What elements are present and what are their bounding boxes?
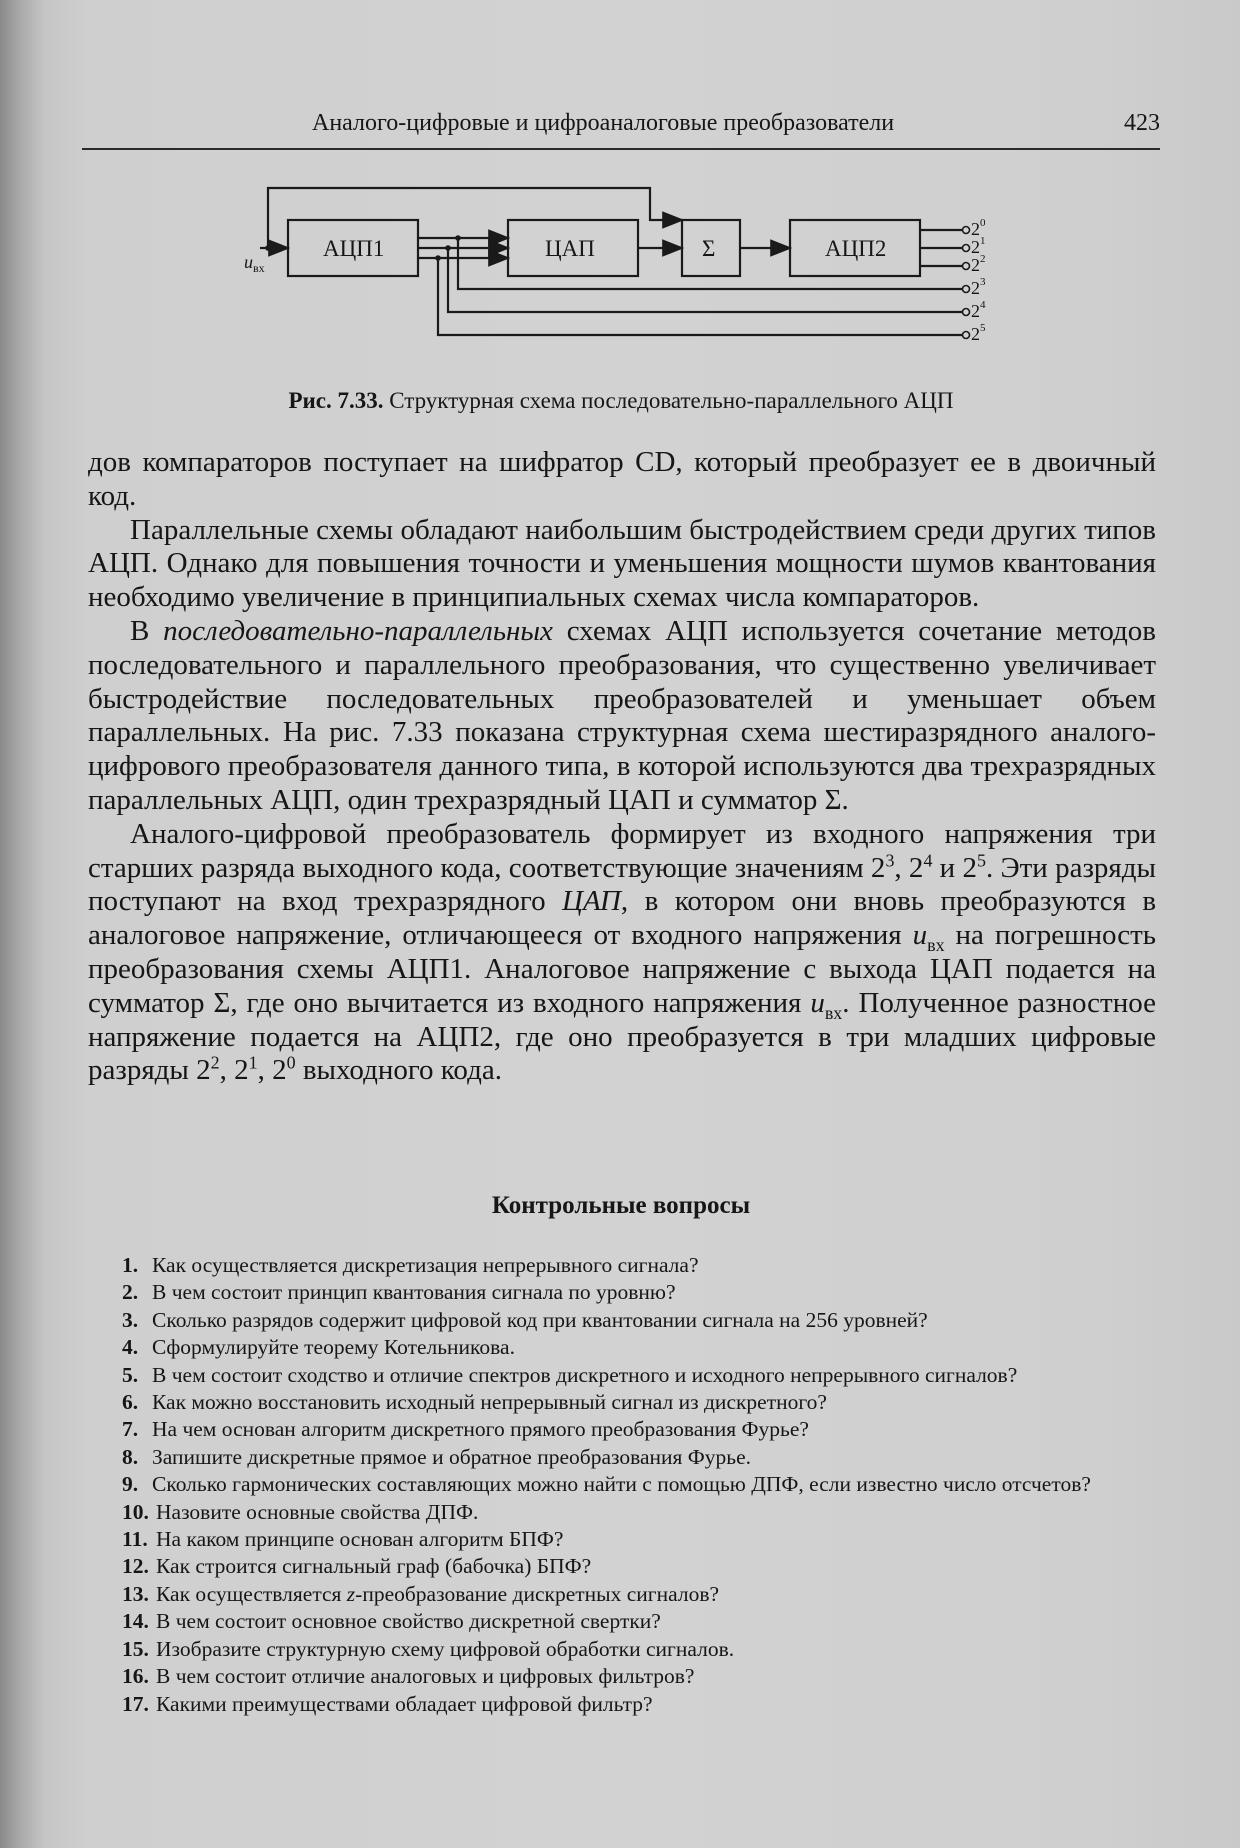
output-bit-1: $2^1$ xyxy=(971,235,986,257)
list-item: 3. Сколько разрядов содержит цифровой код при квантовании сигнала на 256 уровней? xyxy=(122,1307,928,1332)
body-text xyxy=(88,446,1156,1088)
adc2-label: АЦП2 xyxy=(825,236,887,261)
output-bit-2: $2^2$ xyxy=(971,253,986,275)
list-item: 12. Как строится сигнальный граф (бабочка) БПФ? xyxy=(122,1554,592,1579)
list-item: 4. Сформулируйте теорему Котельникова. xyxy=(122,1335,515,1360)
paragraph-2: Параллельные схемы обладают наибольшим быстродействием среди других типов АЦП. Однако для повышения точности и уменьшения мощности шумов квантования необходимо увеличение в принципиальных схемах числа компараторов. xyxy=(88,513,1156,614)
list-item: 10. Назовите основные свойства ДПФ. xyxy=(122,1499,479,1524)
list-item: 13. Как осуществляется z-преобразование дискретных сигналов? xyxy=(122,1581,720,1606)
list-item: 17. Какими преимуществами обладает цифровой фильтр? xyxy=(122,1691,653,1716)
list-item: 14. В чем состоит основное свойство дискретной свертки? xyxy=(122,1609,661,1634)
questions-heading: Контрольные вопросы xyxy=(491,1192,751,1219)
output-bit-3: $2^3$ xyxy=(971,276,986,298)
block-diagram xyxy=(230,178,1010,358)
output-bit-4: $2^4$ xyxy=(971,299,986,321)
caption-text: Структурная схема последовательно-параллельного АЦП xyxy=(383,388,954,413)
figure-caption xyxy=(82,388,1160,414)
list-item: 7. На чем основан алгоритм дискретного прямого преобразования Фурье? xyxy=(122,1417,809,1442)
paragraph-1: дов компараторов поступает на шифратор CD, который преобразует ее в двоичный код. xyxy=(88,446,1156,512)
list-item: 5. В чем состоит сходство и отличие спектров дискретного и исходного непрерывного сигналов? xyxy=(122,1362,1018,1387)
running-header xyxy=(82,108,1160,150)
paragraph-3: В последовательно-параллельных схемах АЦП используется сочетание методов последовательного и параллельного преобразования, что существенно увеличивает быстродействие последовательных преобразователей и уменьшает объем параллельных. На рис. 7.33 показана структурная схема шестиразрядного аналого-цифрового преобразователя данного типа, в которой используются два трехразрядных параллельных АЦП, один трехразрядный ЦАП и сумматор Σ. xyxy=(88,614,1156,816)
figure-7-33 xyxy=(230,178,1010,358)
questions-list xyxy=(122,1252,1156,1718)
list-item: 9. Сколько гармонических составляющих можно найти с помощью ДПФ, если известно число отсчетов? xyxy=(122,1472,1091,1497)
dac-label: ЦАП xyxy=(545,236,595,261)
sigma-label: Σ xyxy=(702,236,716,261)
list-item: 2. В чем состоит принцип квантования сигнала по уровню? xyxy=(122,1280,676,1305)
page-number: 423 xyxy=(1124,110,1160,136)
caption-number: Рис. 7.33. xyxy=(288,388,384,413)
list-item: 11. На каком принципе основан алгоритм БПФ? xyxy=(122,1527,564,1552)
list-item: 1. Как осуществляется дискретизация непрерывного сигнала? xyxy=(122,1253,699,1277)
output-bit-0: $2^0$ xyxy=(971,217,986,239)
adc1-label: АЦП1 xyxy=(323,236,385,261)
list-item: 6. Как можно восстановить исходный непрерывный сигнал из дискретного? xyxy=(122,1390,827,1415)
list-item: 16. В чем состоит отличие аналоговых и цифровых фильтров? xyxy=(122,1664,695,1689)
list-item: 8. Запишите дискретные прямое и обратное преобразования Фурье. xyxy=(122,1444,752,1469)
output-bit-5: $2^5$ xyxy=(971,322,986,344)
list-item: 15. Изобразите структурную схему цифровой обработки сигналов. xyxy=(122,1636,735,1661)
header-title: Аналого-цифровые и цифроаналоговые преобразователи xyxy=(312,110,895,136)
input-label: $u_{вх}$ xyxy=(244,252,265,275)
paragraph-4: Аналого-цифровой преобразователь формирует из входного напряжения три старших разряда выходного кода, соответствующие значениям $2^3$, $2^4$ и $2^5$. Эти разряды поступают на вход трехразрядного ЦАП, в котором они вновь преобразуются в аналоговое напряжение, отличающееся от входного напряжения $u_{вх}$ на погрешность преобразования схемы АЦП1. Аналоговое напряжение с выхода ЦАП подается на сумматор Σ, где оно вычитается из входного напряжения $u_{вх}$. Полученное разностное напряжение подается на АЦП2, где оно преобразуется в три младших цифровые разряды $2^2$, $2^1$, $2^0$ выходного кода. xyxy=(88,817,1157,1087)
